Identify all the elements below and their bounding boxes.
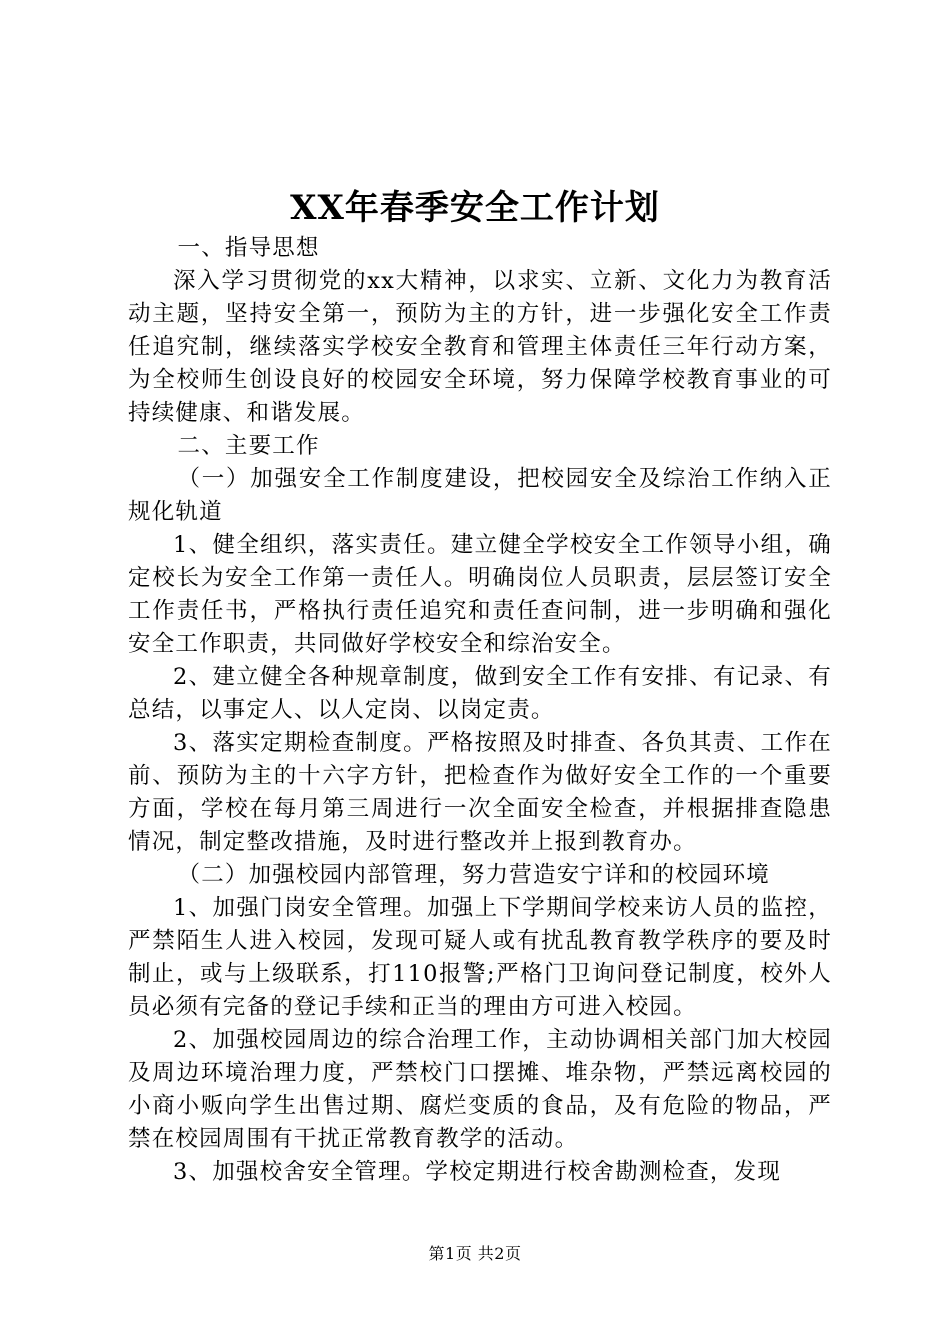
document-title: XX年春季安全工作计划 — [290, 188, 660, 228]
paragraph-item-2-rules: 2、建立健全各种规章制度，做到安全工作有安排、有记录、有总结，以事定人、以人定岗、以岗定责。 — [128, 664, 832, 723]
paragraph-item-1-organization: 1、健全组织，落实责任。建立健全学校安全工作领导小组，确定校长为安全工作第一责任人。明确岗位人员职责，层层签订安全工作责任书，严格执行责任追究和责任查问制，进一步明确和强化安全工作职责，共同做好学校安全和综治安全。 — [128, 532, 832, 657]
subsection-heading-campus-management: （二）加强校园内部管理，努力营造安宁详和的校园环境 — [177, 862, 771, 888]
page-footer: 第1页 共2页 — [428, 1244, 522, 1263]
paragraph-item-2-surroundings: 2、加强校园周边的综合治理工作，主动协调相关部门加大校园及周边环境治理力度，严禁校门口摆摊、堆杂物，严禁远离校园的小商小贩向学生出售过期、腐烂变质的食品，及有危险的物品，严禁在校园周围有干扰正常教育教学的活动。 — [128, 1027, 832, 1152]
document-body — [128, 232, 832, 1189]
paragraph-item-1-gate-security: 1、加强门岗安全管理。加强上下学期间学校来访人员的监控，严禁陌生人进入校园，发现可疑人或有扰乱教育教学秩序的要及时制止，或与上级联系，打110报警;严格门卫询问登记制度，校外人员必须有完备的登记手续和正当的理由方可进入校园。 — [128, 895, 832, 1020]
paragraph-item-3-inspection: 3、落实定期检查制度。严格按照及时排查、各负其责、工作在前、预防为主的十六字方针，把检查作为做好安全工作的一个重要方面，学校在每月第三周进行一次全面安全检查，并根据排查隐患情况，制定整改措施，及时进行整改并上报到教育办。 — [128, 730, 832, 855]
subsection-heading-system-building: （一）加强安全工作制度建设，把校园安全及综治工作纳入正规化轨道 — [128, 466, 832, 525]
section-heading-main-work: 二、主要工作 — [177, 433, 320, 459]
paragraph-guiding-ideology: 深入学习贯彻党的xx大精神，以求实、立新、文化力为教育活动主题，坚持安全第一，预防为主的方针，进一步强化安全工作责任追究制，继续落实学校安全教育和管理主体责任三年行动方案，为全校师生创设良好的校园安全环境，努力保障学校教育事业的可持续健康、和谐发展。 — [128, 268, 832, 426]
paragraph-item-3-building-safety: 3、加强校舍安全管理。学校定期进行校舍勘测检查，发现 — [173, 1159, 782, 1185]
section-heading-guiding-ideology: 一、指导思想 — [177, 235, 320, 261]
